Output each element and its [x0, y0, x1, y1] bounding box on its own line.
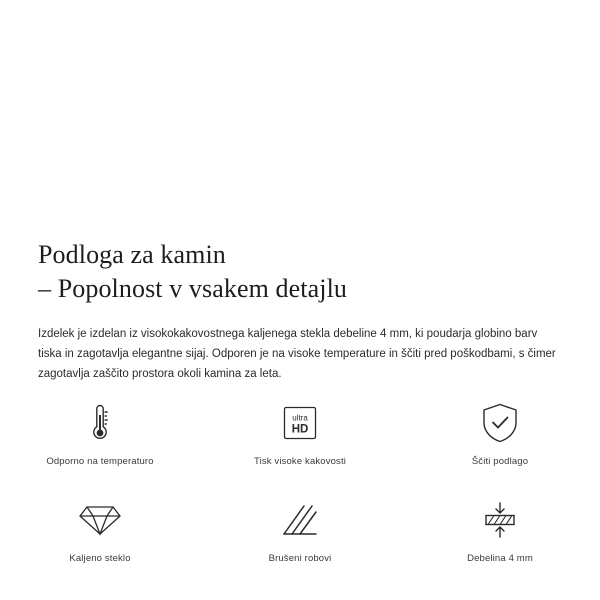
feature-label: Tisk visoke kakovosti: [253, 456, 347, 467]
shield-check-icon: [480, 400, 520, 446]
feature-row-1: [0, 392, 600, 467]
hero-image: [0, 0, 600, 218]
diamond-icon: [78, 497, 122, 543]
feature-polished-edges: [200, 489, 400, 564]
content-block: [0, 218, 600, 384]
thickness-arrows-icon: [480, 497, 520, 543]
ultra-hd-icon: [279, 400, 321, 446]
hero-background: [0, 0, 600, 218]
svg-text:ultra: ultra: [292, 413, 308, 423]
feature-row-2: [0, 489, 600, 564]
feature-temperature-resistant: [0, 392, 200, 467]
feature-label: Odporno na temperaturo: [46, 456, 154, 467]
page-title-line-2: – Popolnost v vsakem detajlu: [38, 274, 347, 303]
feature-tempered-glass: [0, 489, 200, 564]
feature-thickness-4mm: [400, 489, 600, 564]
polished-edges-icon: [280, 497, 320, 543]
feature-label: Brušeni robovi: [268, 553, 332, 564]
product-description-text: Izdelek je izdelan iz visokokakovostnega kaljenega stekla debeline 4 mm, ki poudarja globino barv tiska in zagotavlja elegantne sijaj. Odporen je na visoke temperature in ščiti pred poškodbami, s čimer zagotavlja zaščito prostora okoli kamina za leta.: [38, 328, 556, 380]
feature-grid: [0, 392, 600, 564]
svg-text:HD: HD: [291, 423, 309, 436]
feature-label: Ščiti podlago: [471, 456, 529, 467]
feature-label: Debelina 4 mm: [467, 553, 533, 564]
page-title: [0, 218, 600, 306]
page-title-line-1: Podloga za kamin: [38, 240, 226, 269]
feature-protects-surface: [400, 392, 600, 467]
feature-high-quality-print: [200, 392, 400, 467]
thermometer-icon: [88, 400, 112, 446]
feature-label: Kaljeno steklo: [69, 553, 131, 564]
